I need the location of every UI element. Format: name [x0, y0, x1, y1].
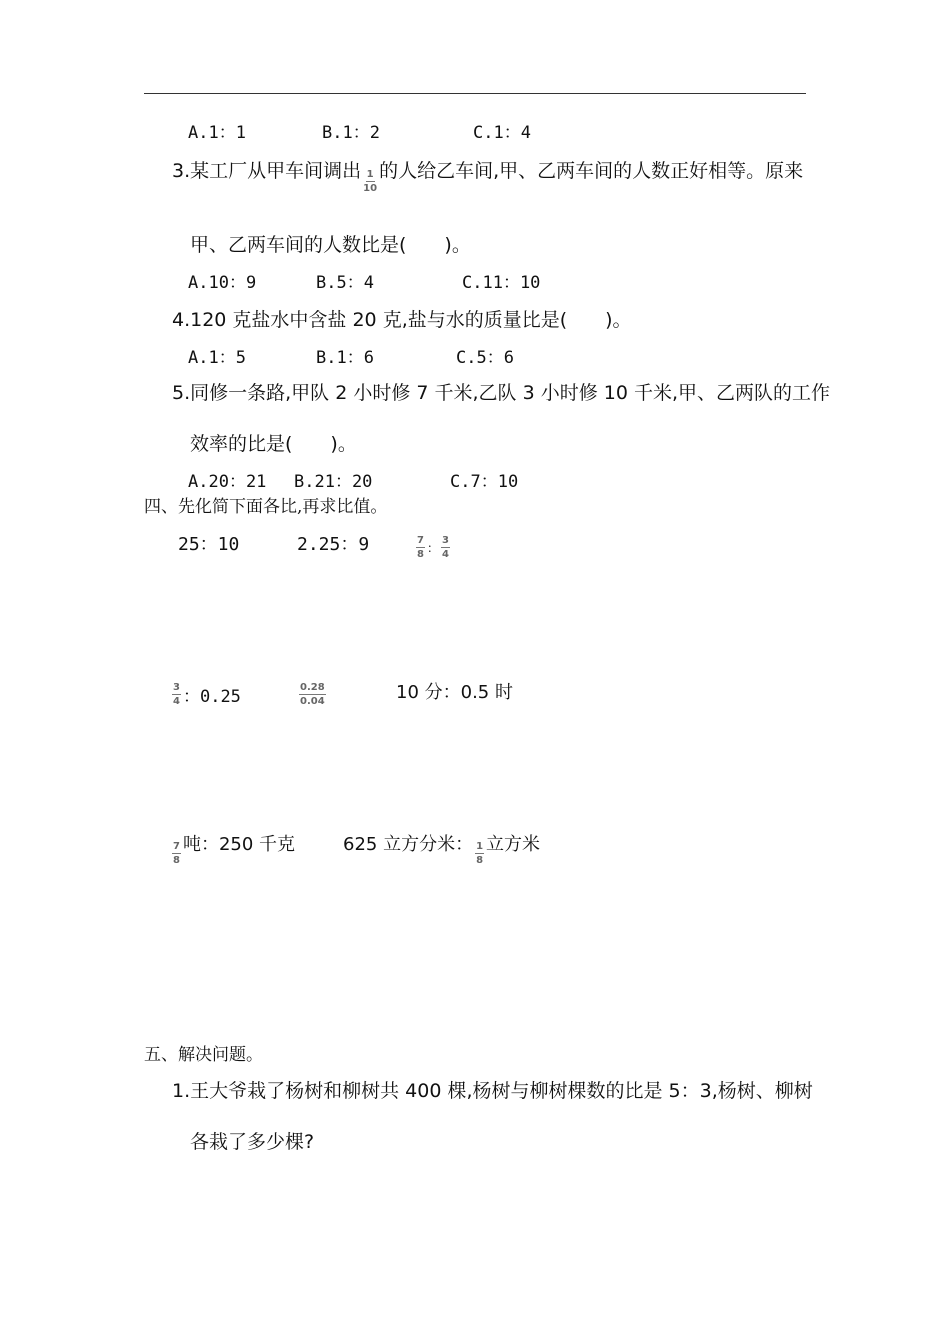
ratio-6: 10 分：0.5 时	[396, 682, 513, 703]
q3-option-c: C.11：10	[462, 273, 541, 293]
ratio-7-d: 8	[173, 854, 180, 866]
ratio-5-d: 0.04	[300, 696, 325, 707]
q3-frac-den: 10	[363, 183, 378, 194]
header-rule	[144, 93, 806, 94]
q3-option-a: A.10：9	[188, 273, 257, 293]
ratio-8-frac	[475, 841, 484, 866]
ratio-5-n: 0.28	[300, 682, 325, 693]
ratio-3-frac1	[416, 535, 425, 560]
q3-fraction	[363, 169, 377, 194]
q4-option-c: C.5：6	[456, 348, 514, 368]
section4-title: 四、先化简下面各比,再求比值。	[144, 497, 388, 517]
section5-q1-line2: 各栽了多少棵?	[190, 1131, 315, 1153]
ratio-7-frac	[172, 841, 181, 866]
q5-option-c: C.7：10	[450, 472, 519, 492]
ratio-5-frac	[299, 682, 326, 707]
section5-q1-line1: 1.王大爷栽了杨树和柳树共 400 棵,杨树与柳树棵数的比是 5：3,杨树、柳树	[172, 1080, 813, 1102]
q3-line2: 甲、乙两车间的人数比是( )。	[190, 234, 471, 256]
q2-option-a: A.1：1	[188, 123, 246, 143]
q3-line1	[172, 156, 804, 194]
ratio-8-n: 1	[476, 840, 484, 852]
ratio-4	[170, 682, 241, 707]
q3-text-pre: 3.某工厂从甲车间调出	[172, 160, 362, 182]
ratio-4-n: 3	[173, 682, 180, 693]
q5-line1: 5.同修一条路,甲队 2 小时修 7 千米,乙队 3 小时修 10 千米,甲、乙两队的工作	[172, 382, 831, 404]
ratio-7-rest: 吨：250 千克	[182, 834, 296, 855]
ratio-8-pre: 625 立方分米：	[343, 834, 474, 855]
section5-title: 五、解决问题。	[144, 1045, 263, 1065]
q5-line2: 效率的比是( )。	[190, 433, 357, 455]
ratio-4-d: 4	[173, 696, 180, 707]
ratio-1: 25：10	[178, 534, 240, 555]
ratio-7-n: 7	[173, 840, 180, 852]
ratio-2: 2.25：9	[297, 534, 370, 555]
q4-option-b: B.1：6	[316, 348, 374, 368]
q2-option-b: B.1：2	[322, 123, 380, 143]
ratio-5	[297, 682, 328, 707]
ratio-3-d1: 8	[417, 549, 424, 560]
q4-option-a: A.1：5	[188, 348, 246, 368]
ratio-3-frac2	[441, 535, 450, 560]
ratio-8-post: 立方米	[486, 834, 541, 855]
ratio-3-d2: 4	[441, 549, 449, 560]
q3-frac-num: 1	[366, 169, 374, 180]
ratio-3-n1: 7	[417, 535, 424, 546]
ratio-8	[343, 830, 541, 866]
ratio-3	[414, 535, 452, 560]
ratio-3-sep: ：	[426, 541, 439, 555]
q4-text: 4.120 克盐水中含盐 20 克,盐与水的质量比是( )。	[172, 309, 632, 331]
q5-option-a: A.20：21	[188, 472, 267, 492]
ratio-7	[170, 830, 296, 866]
ratio-4-rest: ：0.25	[182, 687, 241, 707]
ratio-8-d: 8	[476, 854, 484, 866]
q3-text-post: 的人给乙车间,甲、乙两车间的人数正好相等。原来	[379, 160, 804, 182]
q5-option-b: B.21：20	[294, 472, 373, 492]
ratio-3-n2: 3	[441, 535, 449, 546]
q2-option-c: C.1：4	[473, 123, 531, 143]
q3-option-b: B.5：4	[316, 273, 374, 293]
ratio-4-frac	[172, 682, 181, 707]
